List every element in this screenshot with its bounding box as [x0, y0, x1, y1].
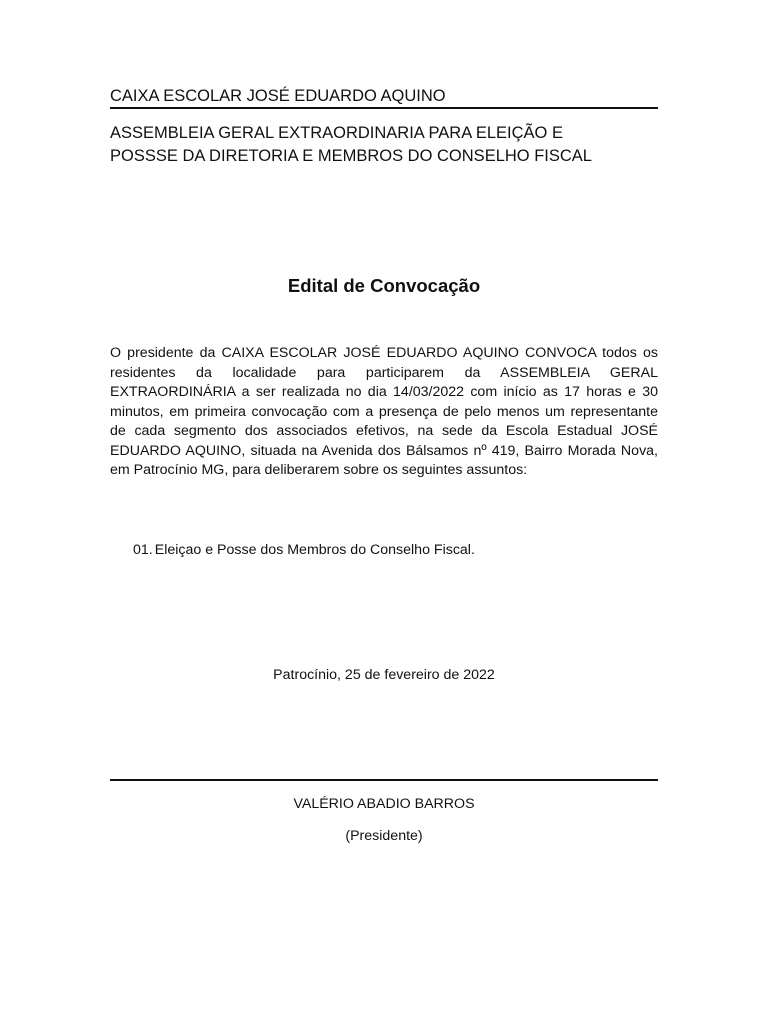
signer-name: VALÉRIO ABADIO BARROS — [293, 796, 475, 812]
organization-name: CAIXA ESCOLAR JOSÉ EDUARDO AQUINO — [110, 86, 658, 109]
agenda-item-text: Eleiçao e Posse dos Membros do Conselho Fiscal. — [154, 542, 475, 558]
signer-role: (Presidente) — [345, 828, 423, 844]
assembly-heading — [110, 122, 658, 168]
agenda-item — [133, 541, 475, 560]
place-and-date: Patrocínio, 25 de fevereiro de 2022 — [273, 667, 495, 683]
agenda-item-number: 01. — [133, 542, 153, 558]
signature-line — [110, 779, 658, 781]
assembly-heading-line-1: ASSEMBLEIA GERAL EXTRAORDINARIA PARA ELEIÇÃO E — [110, 124, 563, 142]
assembly-heading-line-2: POSSSE DA DIRETORIA E MEMBROS DO CONSELHO FISCAL — [110, 147, 592, 165]
convocation-paragraph: O presidente da CAIXA ESCOLAR JOSÉ EDUARDO AQUINO CONVOCA todos os residentes da localidade para participarem da ASSEMBLEIA GERAL EXTRAORDINÁRIA a ser realizada no dia 14/03/2022 com início as 17 horas e 30 minutos, em primeira convocação com a presença de pelo menos um representante de cada segmento dos associados efetivos, na sede da Escola Estadual JOSÉ EDUARDO AQUINO, situada na Avenida dos Bálsamos nº 419, Bairro Morada Nova, em Patrocínio MG, para deliberarem sobre os seguintes assuntos: — [110, 345, 658, 478]
document-title: Edital de Convocação — [287, 275, 481, 296]
